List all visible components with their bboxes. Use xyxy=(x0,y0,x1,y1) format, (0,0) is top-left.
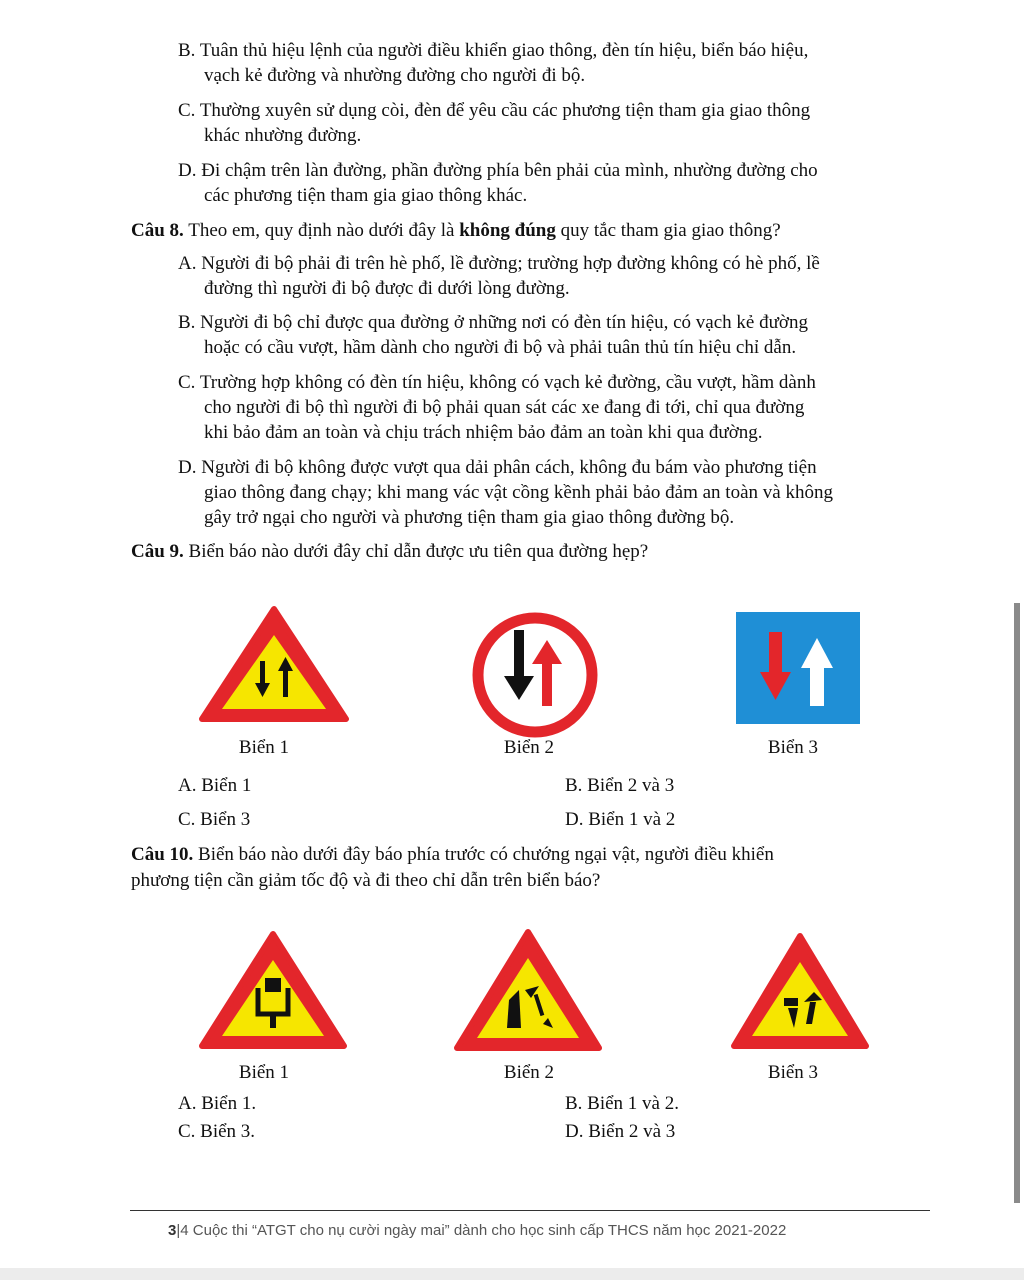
q9-number: Câu 9. xyxy=(131,541,184,562)
q8-option-d-line1: D. Người đi bộ không được vượt qua dải phân cách, không đu bám vào phương tiện xyxy=(178,457,817,478)
q10-option-b: B. Biển 1 và 2. xyxy=(565,1093,679,1114)
q10-option-c: C. Biển 3. xyxy=(178,1121,256,1142)
q10-question-line2: phương tiện cần giảm tốc độ và đi theo chỉ dẫn trên biển báo? xyxy=(131,870,601,891)
q8-option-b-line2: hoặc có cầu vượt, hầm dành cho người đi bộ và phải tuân thủ tín hiệu chỉ dẫn. xyxy=(204,337,797,358)
bottom-edge xyxy=(0,1268,1024,1280)
page-footer xyxy=(168,1221,786,1241)
q8-option-b-line1: B. Người đi bộ chỉ được qua đường ở những nơi có đèn tín hiệu, có vạch kẻ đường xyxy=(178,312,808,333)
q9-sign-1-label: Biển 1 xyxy=(238,737,290,758)
q9-text: Biển báo nào dưới đây chỉ dẫn được ưu tiên qua đường hẹp? xyxy=(188,541,649,562)
q10-sign-2-label: Biển 2 xyxy=(503,1062,555,1083)
q8-option-d-line3: gây trở ngại cho người và phương tiện tham gia giao thông đường bộ. xyxy=(204,507,735,528)
q10-text-line1: Biển báo nào dưới đây báo phía trước có chướng ngại vật, người điều khiển xyxy=(198,844,774,865)
q8-text-bold: không đúng xyxy=(459,220,556,241)
q8-text-pre: Theo em, quy định nào dưới đây là xyxy=(188,220,455,241)
page-total: 4 xyxy=(180,1222,189,1239)
q8-option-c-line2: cho người đi bộ thì người đi bộ phải quan sát các xe đang đi tới, chỉ qua đường xyxy=(204,397,805,418)
q10-sign-3-label: Biển 3 xyxy=(767,1062,819,1083)
q8-question xyxy=(131,219,781,243)
warning-two-way-sign xyxy=(198,605,350,723)
q8-option-c-line3: khi bảo đảm an toàn và chịu trách nhiệm bảo đảm an toàn khi qua đường. xyxy=(204,422,763,443)
q10-option-d: D. Biển 2 và 3 xyxy=(565,1121,676,1142)
q9-option-c: C. Biển 3 xyxy=(178,809,251,830)
q10-question-line1 xyxy=(131,843,774,867)
q8-option-c-line1: C. Trường hợp không có đèn tín hiệu, không có vạch kẻ đường, cầu vượt, hầm dành xyxy=(178,372,816,393)
q7-option-b-line1: B. Tuân thủ hiệu lệnh của người điều khiển giao thông, đèn tín hiệu, biển báo hiệu, xyxy=(178,40,809,61)
q9-option-b: B. Biển 2 và 3 xyxy=(565,775,675,796)
q10-number: Câu 10. xyxy=(131,844,194,865)
road-narrows-both-sides-sign xyxy=(198,930,348,1050)
no-priority-oncoming-sign xyxy=(472,612,598,738)
q9-option-a: A. Biển 1 xyxy=(178,775,252,796)
road-narrows-left-sign xyxy=(453,928,603,1052)
q7-option-b-line2: vạch kẻ đường và nhường đường cho người đi bộ. xyxy=(204,65,586,86)
page-number: 3 xyxy=(168,1222,177,1239)
q9-sign-2-label: Biển 2 xyxy=(503,737,555,758)
q8-option-a-line2: đường thì người đi bộ được đi dưới lòng đường. xyxy=(204,278,570,299)
q7-option-d-line2: các phương tiện tham gia giao thông khác. xyxy=(204,185,528,206)
q9-sign-3-label: Biển 3 xyxy=(767,737,819,758)
q8-text-post: quy tắc tham gia giao thông? xyxy=(560,220,781,241)
q10-sign-1-label: Biển 1 xyxy=(238,1062,290,1083)
road-narrows-right-sign xyxy=(730,932,870,1050)
footer-text: Cuộc thi “ATGT cho nụ cười ngày mai” dành cho học sinh cấp THCS năm học 2021-2022 xyxy=(192,1222,787,1239)
page-separator: | xyxy=(176,1222,181,1239)
q8-number: Câu 8. xyxy=(131,220,184,241)
footer-divider xyxy=(130,1210,930,1211)
q8-option-a-line1: A. Người đi bộ phải đi trên hè phố, lề đường; trường hợp đường không có hè phố, lề xyxy=(178,253,820,274)
q7-option-d-line1: D. Đi chậm trên làn đường, phần đường phía bên phải của mình, nhường đường cho xyxy=(178,160,818,181)
q9-question xyxy=(131,540,648,564)
q10-option-a: A. Biển 1. xyxy=(178,1093,257,1114)
vertical-scrollbar[interactable] xyxy=(1014,603,1020,1203)
q9-option-d: D. Biển 1 và 2 xyxy=(565,809,676,830)
q7-option-c-line2: khác nhường đường. xyxy=(204,125,362,146)
q8-option-d-line2: giao thông đang chạy; khi mang vác vật cồng kềnh phải bảo đảm an toàn và không xyxy=(204,482,833,503)
priority-over-oncoming-sign xyxy=(736,612,860,724)
q7-option-c-line1: C. Thường xuyên sử dụng còi, đèn để yêu cầu các phương tiện tham gia giao thông xyxy=(178,100,811,121)
